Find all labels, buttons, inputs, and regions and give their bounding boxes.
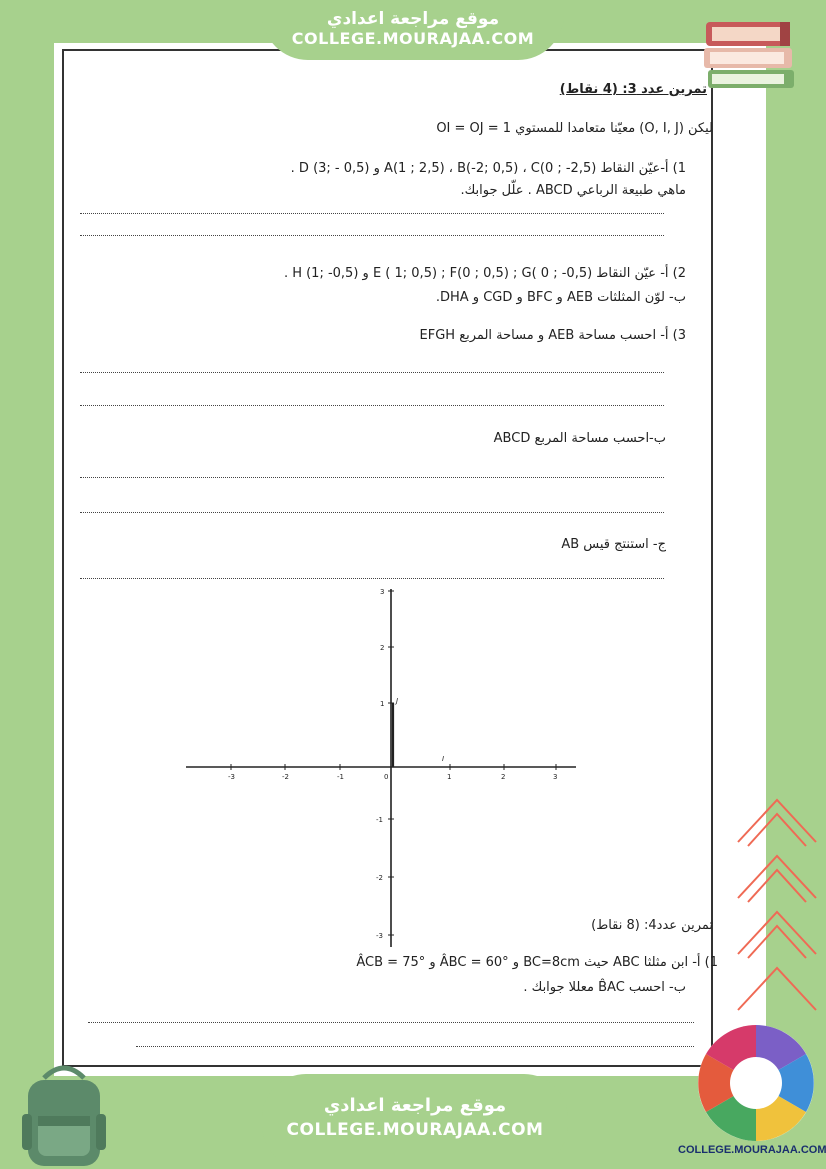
ex3-q3-c: ج- استنتج قيس AB	[561, 537, 666, 552]
frame-right-border	[711, 49, 713, 1067]
header-site-arabic: موقع مراجعة اعدادي	[326, 9, 500, 29]
answer-line[interactable]	[80, 213, 664, 214]
ex4-q1-a: 1) أ- ابن مثلثا ABC حيث BC=8cm و ÂBC = 60° و ÂCB = 75°	[356, 955, 718, 970]
footer-banner	[262, 1074, 568, 1169]
y-tick-label: 2	[380, 644, 385, 652]
ex3-q2-line2: ب- لوّن المثلثات AEB و BFC و CGD و DHA.	[435, 290, 686, 305]
header-banner	[262, 0, 564, 60]
y-tick-label: -3	[376, 932, 383, 940]
answer-line[interactable]	[80, 512, 664, 513]
unit-j-label: J	[396, 697, 399, 705]
answer-line[interactable]	[88, 1022, 694, 1023]
answer-line[interactable]	[80, 477, 664, 478]
ex3-q2-line1: 2) أ- عيّن النقاط E ( 1; 0,5) ; F(0 ; 0,5) ; G( 0 ; -0,5) و H (1; -0,5) .	[283, 266, 686, 281]
logo-caption[interactable]: COLLEGE.MOURAJAA.COM	[678, 1144, 826, 1156]
y-tick-label: -2	[376, 874, 383, 882]
chevron-decoration-icon	[730, 790, 825, 1040]
answer-line[interactable]	[136, 1046, 694, 1047]
x-tick-label: 3	[553, 773, 558, 781]
unit-i-label: I	[442, 755, 445, 763]
x-tick-label: -2	[282, 773, 289, 781]
ex4-title: تمرين عدد4: (8 نقاط)	[591, 918, 713, 933]
ex3-q3-b: ب-احسب مساحة المربع ABCD	[493, 431, 666, 446]
coordinate-axes[interactable]	[180, 585, 580, 950]
answer-line[interactable]	[80, 235, 664, 236]
answer-line[interactable]	[80, 578, 664, 579]
header-site-link[interactable]: COLLEGE.MOURAJAA.COM	[291, 29, 535, 48]
y-tick-label: 1	[380, 700, 385, 708]
x-tick-label: 1	[447, 773, 452, 781]
footer-site-link[interactable]: COLLEGE.MOURAJAA.COM	[286, 1120, 544, 1140]
books-illustration	[700, 12, 800, 97]
y-tick-label: -1	[376, 816, 383, 824]
origin-label: 0	[384, 773, 389, 781]
x-tick-label: -3	[228, 773, 235, 781]
answer-line[interactable]	[80, 405, 664, 406]
ex3-q1-line2: ماهي طبيعة الرباعي ABCD . علّل جوابك.	[460, 183, 686, 198]
ex3-intro: ليكن (O, I, J) معيّنا متعامدا للمستوي OI = OJ = 1	[436, 121, 713, 136]
ex3-q1-line1: 1) أ-عيّن النقاط A(1 ; 2,5) ، B(-2; 0,5) ، C(0 ; -2,5) و D (3; - 0,5) .	[290, 161, 686, 176]
ex4-q1-b: ب- احسب B̂AC معللا جوابك .	[523, 980, 686, 995]
footer-site-arabic: موقع مراجعة اعدادي	[323, 1095, 507, 1116]
y-tick-label: 3	[380, 588, 385, 596]
ex3-q3-line1: 3) أ- احسب مساحة AEB و مساحة المربع EFGH	[419, 328, 686, 343]
ex3-title: تمرين عدد 3: (4 نقاط)	[559, 82, 707, 97]
answer-line[interactable]	[80, 372, 664, 373]
x-tick-label: -1	[337, 773, 344, 781]
site-logo-wheel[interactable]	[695, 1022, 817, 1144]
backpack-illustration	[14, 1058, 114, 1169]
x-tick-label: 2	[501, 773, 506, 781]
